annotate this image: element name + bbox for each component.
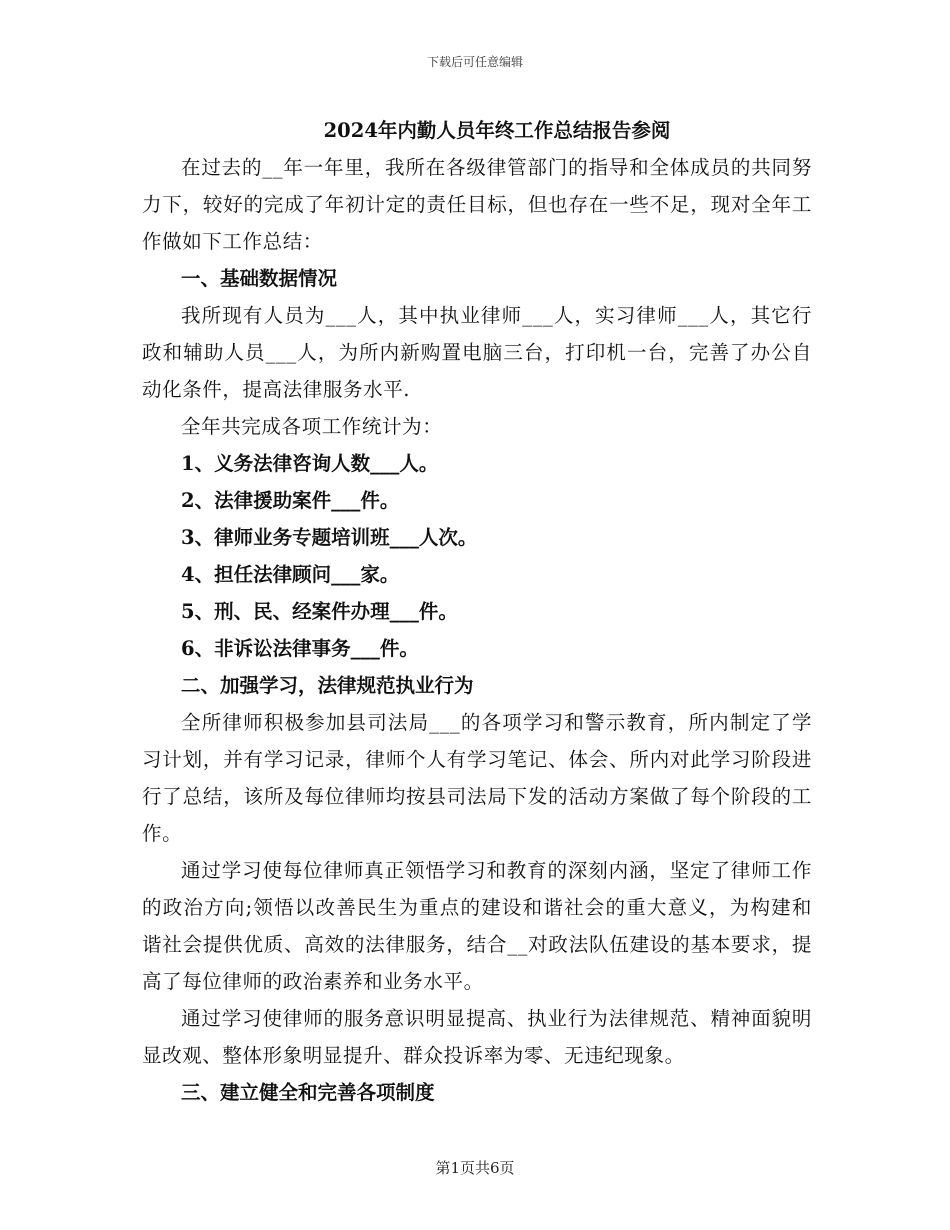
list-item: 3、律师业务专题培训班___人次。 [181,526,478,549]
list-item: 2、法律援助案件___件。 [181,489,400,512]
document-title: 2024年内勤人员年终工作总结报告参阅 [323,119,671,142]
page-header: 下载后可任意编辑 [426,55,523,69]
section-heading-1: 一、基础数据情况 [181,267,338,290]
list-item: 4、担任法律顾问___家。 [181,563,400,586]
section-heading-3: 三、建立健全和完善各项制度 [181,1081,435,1104]
list-item: 5、刑、民、经案件办理___件。 [181,600,458,623]
paragraph-stats-intro: 全年共完成各项工作统计为： [181,415,443,438]
paragraph-intro: 在过去的__年一年里，我所在各级律管部门的指导和全体成员的共同努力下，较好的完成了年初计定的责任目标，但也存在一些不足，现对全年工作做如下工作总结： [142,156,812,253]
document-body [142,112,812,1111]
paragraph-study-effect: 通过学习使每位律师真正领悟学习和教育的深刻内涵，坚定了律师工作的政治方向;领悟以改善民生为重点的建设和谐社会的重大意义，为构建和谐社会提供优质、高效的法律服务，结合__对政法队伍建设的基本要求，提高了每位律师的政治素养和业务水平。 [142,859,812,993]
list-item: 1、义务法律咨询人数___人。 [181,452,439,475]
section-heading-2: 二、加强学习，法律规范执业行为 [181,674,474,697]
paragraph-service: 通过学习使律师的服务意识明显提高、执业行为法律规范、精神面貌明显改观、整体形象明显提升、群众投诉率为零、无违纪现象。 [142,1007,812,1067]
paragraph-staff: 我所现有人员为___人，其中执业律师___人，实习律师___人，其它行政和辅助人员___人，为所内新购置电脑三台，打印机一台，完善了办公自动化条件，提高法律服务水平. [142,304,812,401]
page-footer: 第1页共6页 [435,1159,515,1177]
paragraph-study: 全所律师积极参加县司法局___的各项学习和警示教育，所内制定了学习计划，并有学习记录，律师个人有学习笔记、体会、所内对此学习阶段进行了总结，该所及每位律师均按县司法局下发的活动方案做了每个阶段的工作。 [142,711,812,845]
list-item: 6、非诉讼法律事务___件。 [181,637,419,660]
